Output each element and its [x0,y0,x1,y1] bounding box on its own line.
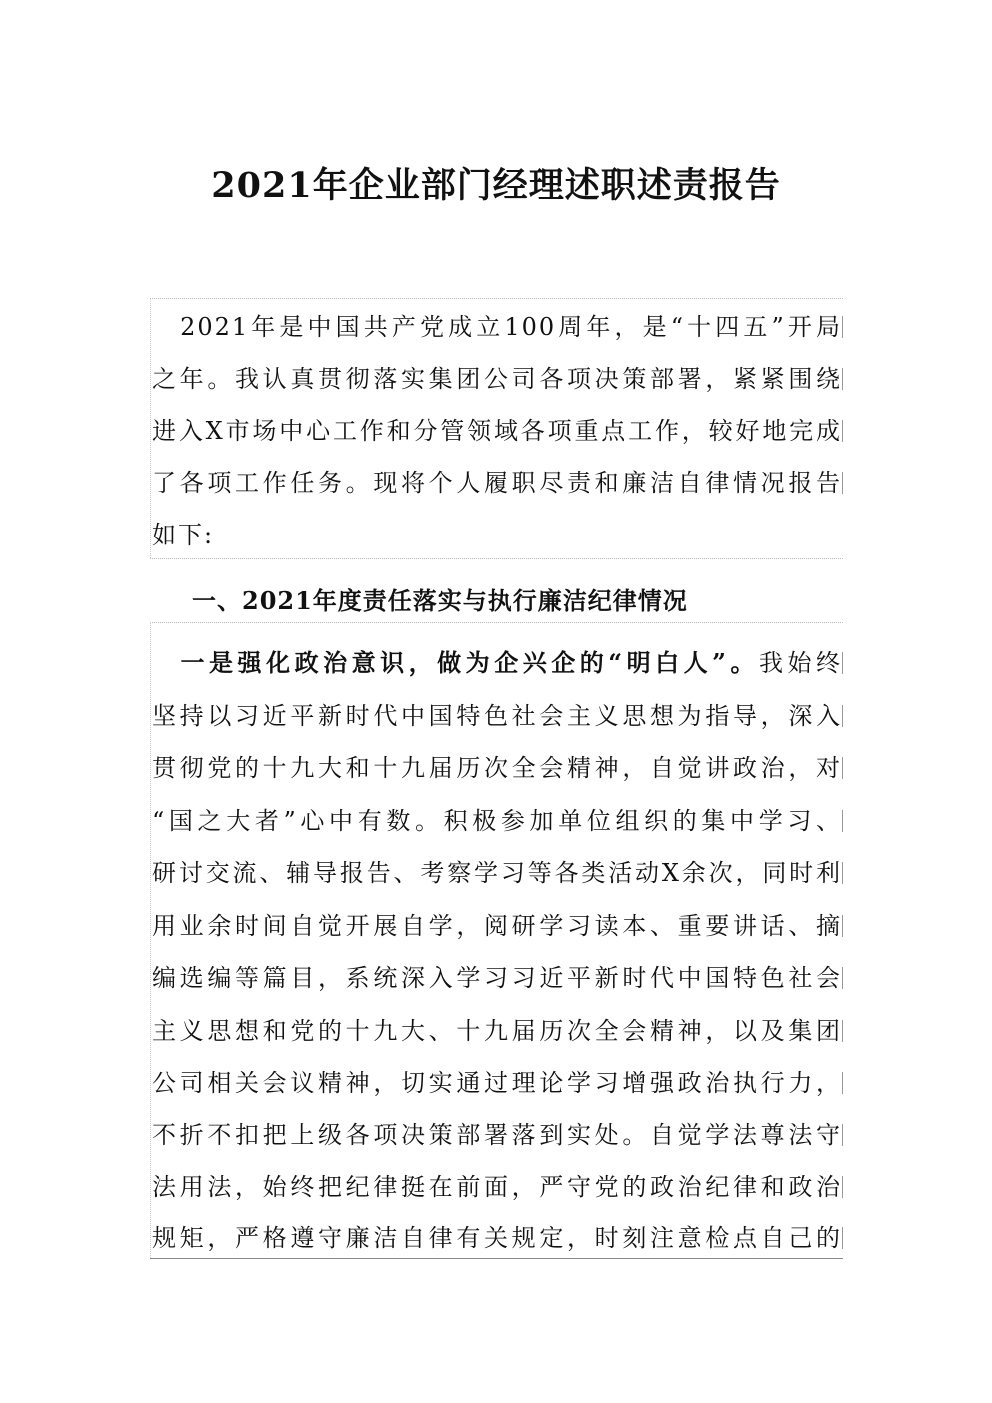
line-marker [842,967,843,989]
line-marker [842,862,843,884]
para-line: 用业余时间自觉开展自学，阅研学习读本、重要讲话、摘 [152,912,842,940]
para-lead-bold: 一是强化政治意识，做为企兴企的“明白人”。 [152,648,759,677]
line-marker [842,1072,843,1094]
para-line: 坚持以习近平新时代中国特色社会主义思想为指导，深入 [152,702,842,730]
intro-line: 2021年是中国共产党成立100周年，是“十四五”开局 [152,313,842,341]
intro-line: 如下: [152,521,215,549]
line-marker [842,1176,843,1198]
block-left-border [150,622,151,1258]
line-marker [842,652,843,674]
line-marker [842,472,843,494]
para-line: 编选编等篇目，系统深入学习习近平新时代中国特色社会 [152,964,842,992]
para-line: 研讨交流、辅导报告、考察学习等各类活动X余次，同时利 [152,859,842,887]
intro-line: 进入X市场中心工作和分管领域各项重点工作，较好地完成 [152,417,842,445]
intro-line: 之年。我认真贯彻落实集团公司各项决策部署，紧紧围绕 [152,365,842,393]
block-top-border [150,298,843,299]
block-divider [150,558,843,559]
section-heading: 一、2021年度责任落实与执行廉洁纪律情况 [192,586,688,615]
para-lead-tail: 我始终 [758,649,843,677]
para-line: 不折不扣把上级各项决策部署落到实处。自觉学法尊法守 [152,1121,842,1149]
page-bottom-rule [150,1258,843,1259]
line-marker [842,757,843,779]
para-line: “国之大者”心中有数。积极参加单位组织的集中学习、 [152,807,842,835]
document-title: 2021年企业部门经理述职述责报告 [211,165,781,206]
para-lead-line [152,648,842,678]
line-marker [842,368,843,390]
line-marker [842,705,843,727]
line-marker [842,1227,843,1249]
para-line: 法用法，始终把纪律挺在前面，严守党的政治纪律和政治 [152,1173,842,1201]
block-divider [150,622,843,623]
line-marker [842,810,843,832]
line-marker [842,420,843,442]
line-marker [842,1020,843,1042]
line-marker [842,1124,843,1146]
para-line: 公司相关会议精神，切实通过理论学习增强政治执行力， [152,1069,842,1097]
block-left-border [150,298,151,558]
para-line: 贯彻党的十九大和十九届历次全会精神，自觉讲政治，对 [152,754,842,782]
para-line: 规矩，严格遵守廉洁自律有关规定，时刻注意检点自己的 [152,1224,842,1252]
line-marker [842,316,843,338]
intro-line: 了各项工作任务。现将个人履职尽责和廉洁自律情况报告 [152,469,842,497]
line-marker [842,915,843,937]
para-line: 主义思想和党的十九大、十九届历次全会精神，以及集团 [152,1017,842,1045]
